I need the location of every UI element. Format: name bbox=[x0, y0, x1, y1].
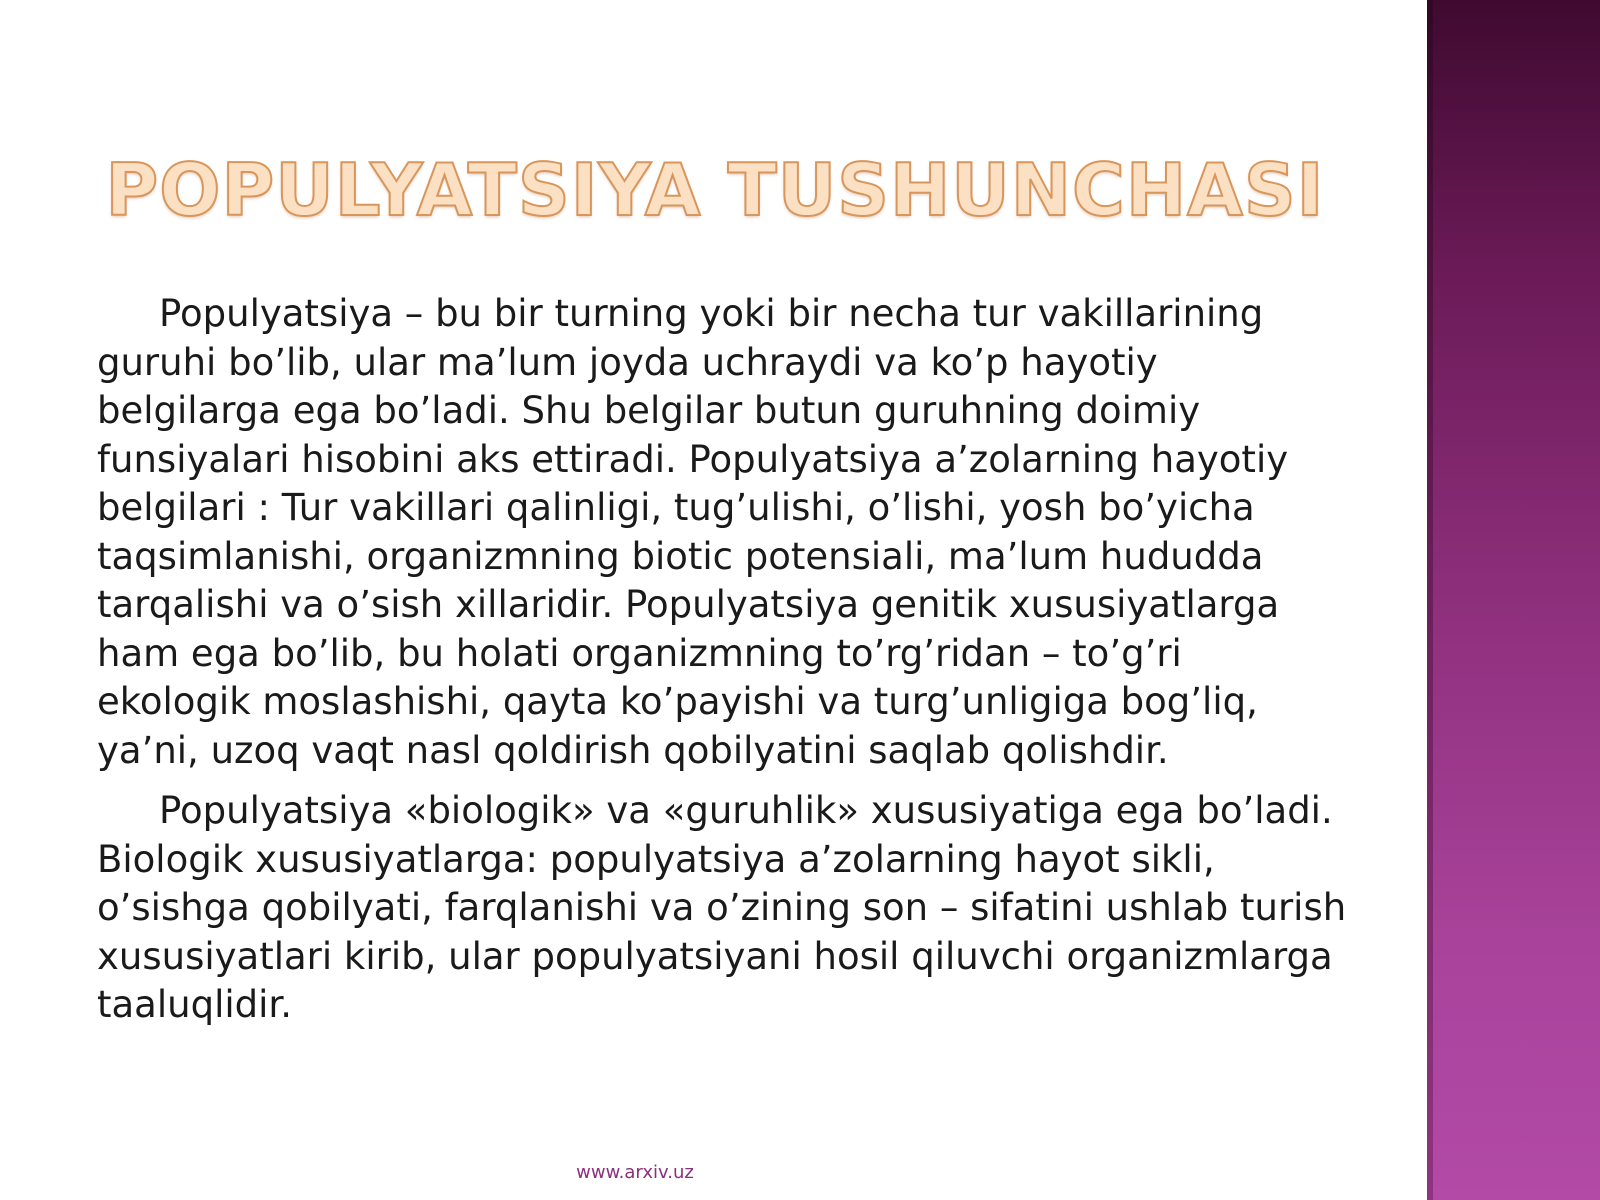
decorative-side-band bbox=[1427, 0, 1600, 1200]
slide-title: POPULYATSIYA TUSHUNCHASI bbox=[105, 148, 1325, 233]
footer-website-link[interactable]: www.arxiv.uz bbox=[576, 1162, 694, 1183]
paragraph-properties: Populyatsiya «biologik» va «guruhlik» xususiyatiga ega bo’ladi. Biologik xususiyatlarga: populyatsiya a’zolarning hayot sikli, o’sishga qobilyati, farqlanishi va o’zining son – sifatini ushlab turish xususiyatlari kirib, ular populyatsiyani hosil qiluvchi organizmlarga taaluqlidir. bbox=[97, 789, 1347, 1026]
slide-body bbox=[97, 290, 1347, 1042]
paragraph-definition: Populyatsiya – bu bir turning yoki bir necha tur vakillarining guruhi bo’lib, ular ma’lum joyda uchraydi va ko’p hayotiy belgilarga ega bo’ladi. Shu belgilar butun guruhning doimiy funsiyalari hisobini aks ettiradi. Populyatsiya a’zolarning hayotiy belgilari : Tur vakillari qalinligi, tug’ulishi, o’lishi, yosh bo’yicha taqsimlanishi, organizmning biotic potensiali, ma’lum hududda tarqalishi va o’sish xillaridir. Populyatsiya genitik xususiyatlarga ham ega bo’lib, bu holati organizmning to’rg’ridan – to’g’ri ekologik moslashishi, qayta ko’payishi va turg’unligiga bog’liq, ya’ni, uzoq vaqt nasl qoldirish qobilyatini saqlab qolishdir. bbox=[97, 292, 1289, 772]
